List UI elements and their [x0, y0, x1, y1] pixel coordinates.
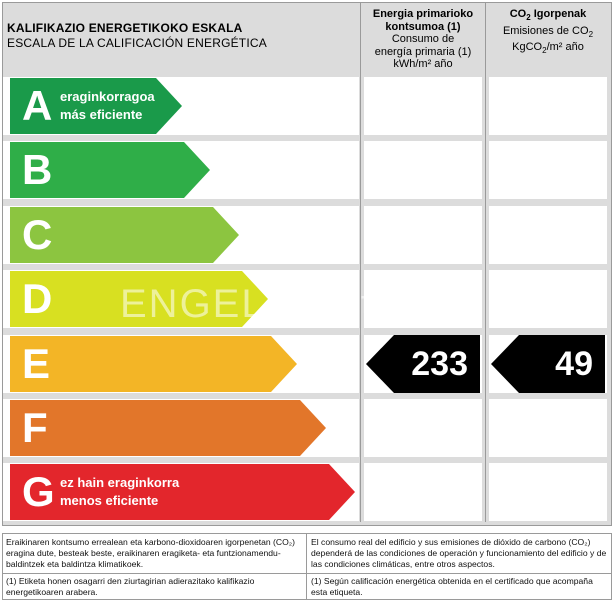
co2-value: 49	[555, 345, 593, 383]
co2-cell	[489, 206, 607, 264]
rating-bar-g	[10, 464, 357, 520]
rating-letter: A	[22, 82, 53, 129]
basque-note: Eraikinaren kontsumo errealean eta karbono-dioxidoaren igorpenetan (CO₂) eragina dute, besteak beste, eraikinaren eragiketa- eta funtzionamendu-baldintzek eta baldintza klimatikoek.	[6, 537, 296, 569]
energy-column-line2: energía primaria (1)	[374, 45, 472, 58]
co2-column-unit: KgCO$_2$/m² año	[512, 41, 584, 56]
spanish-footnote: (1) Según calificación energética obtenida en el certificado que acompaña esta etiqueta.	[311, 576, 593, 597]
rating-letter: D	[22, 275, 53, 322]
scale-subtitle: ESCALA DE LA CALIFICACIÓN ENERGÉTICA	[7, 36, 267, 50]
energy-column-header	[362, 8, 484, 71]
co2-cell	[489, 77, 607, 135]
rating-arrow-shape	[10, 400, 328, 456]
rating-letter: G	[22, 468, 55, 515]
rating-label-eu: ez hain eraginkorra	[60, 475, 180, 490]
rating-bar-b	[10, 142, 212, 198]
rating-letter: B	[22, 146, 53, 193]
energy-value: 233	[411, 345, 468, 383]
energy-column-unit: kWh/m² año	[393, 58, 453, 70]
energy-cell	[364, 141, 482, 199]
rating-label-es: menos eficiente	[60, 493, 159, 508]
co2-column-title: $CO_2$ Igorpenak	[509, 8, 587, 23]
rating-bar-e	[10, 336, 299, 392]
rating-bar-c	[10, 207, 241, 263]
column-divider	[360, 2, 361, 522]
rating-letter: E	[22, 340, 51, 387]
scale-title: KALIFIKAZIO ENERGETIKOKO ESKALA	[7, 21, 243, 35]
co2-column-header	[487, 8, 609, 58]
energy-cell	[364, 206, 482, 264]
rating-arrow-shape	[10, 336, 299, 392]
co2-column-line1: Emisiones de $CO_2$	[502, 24, 594, 39]
co2-cell	[489, 141, 607, 199]
co2-cell	[489, 463, 607, 521]
basque-footnote: (1) Etiketa honen osagarri den ziurtagirian adierazitako kalifikazio energetikoaren arabera.	[6, 576, 255, 597]
energy-column-line1: Consumo de	[391, 33, 455, 45]
column-divider	[485, 2, 486, 522]
rating-label-eu: eraginkorragoa	[60, 89, 155, 104]
rating-bar-f	[10, 400, 328, 456]
rating-label-es: más eficiente	[60, 107, 143, 122]
footer-divider	[306, 533, 307, 599]
energy-cell	[364, 77, 482, 135]
energy-column-title: Energia primarioko kontsumoa (1)	[372, 8, 474, 33]
watermark: ENGEL habitaclia	[120, 282, 467, 326]
energy-cell	[364, 463, 482, 521]
co2-cell	[489, 399, 607, 457]
rating-bar-a	[10, 78, 184, 134]
co2-cell	[489, 270, 607, 328]
energy-cell	[364, 399, 482, 457]
spanish-note: El consumo real del edificio y sus emisiones de dióxido de carbono (CO₂) dependerá de las condiciones de operación y funcionamiento del edificio y de las condiciones climáticas, entre otros aspectos.	[311, 537, 607, 569]
energy-value-arrow	[366, 335, 480, 393]
rating-letter: C	[22, 211, 53, 258]
co2-value-arrow	[491, 335, 605, 393]
rating-letter: F	[22, 404, 48, 451]
